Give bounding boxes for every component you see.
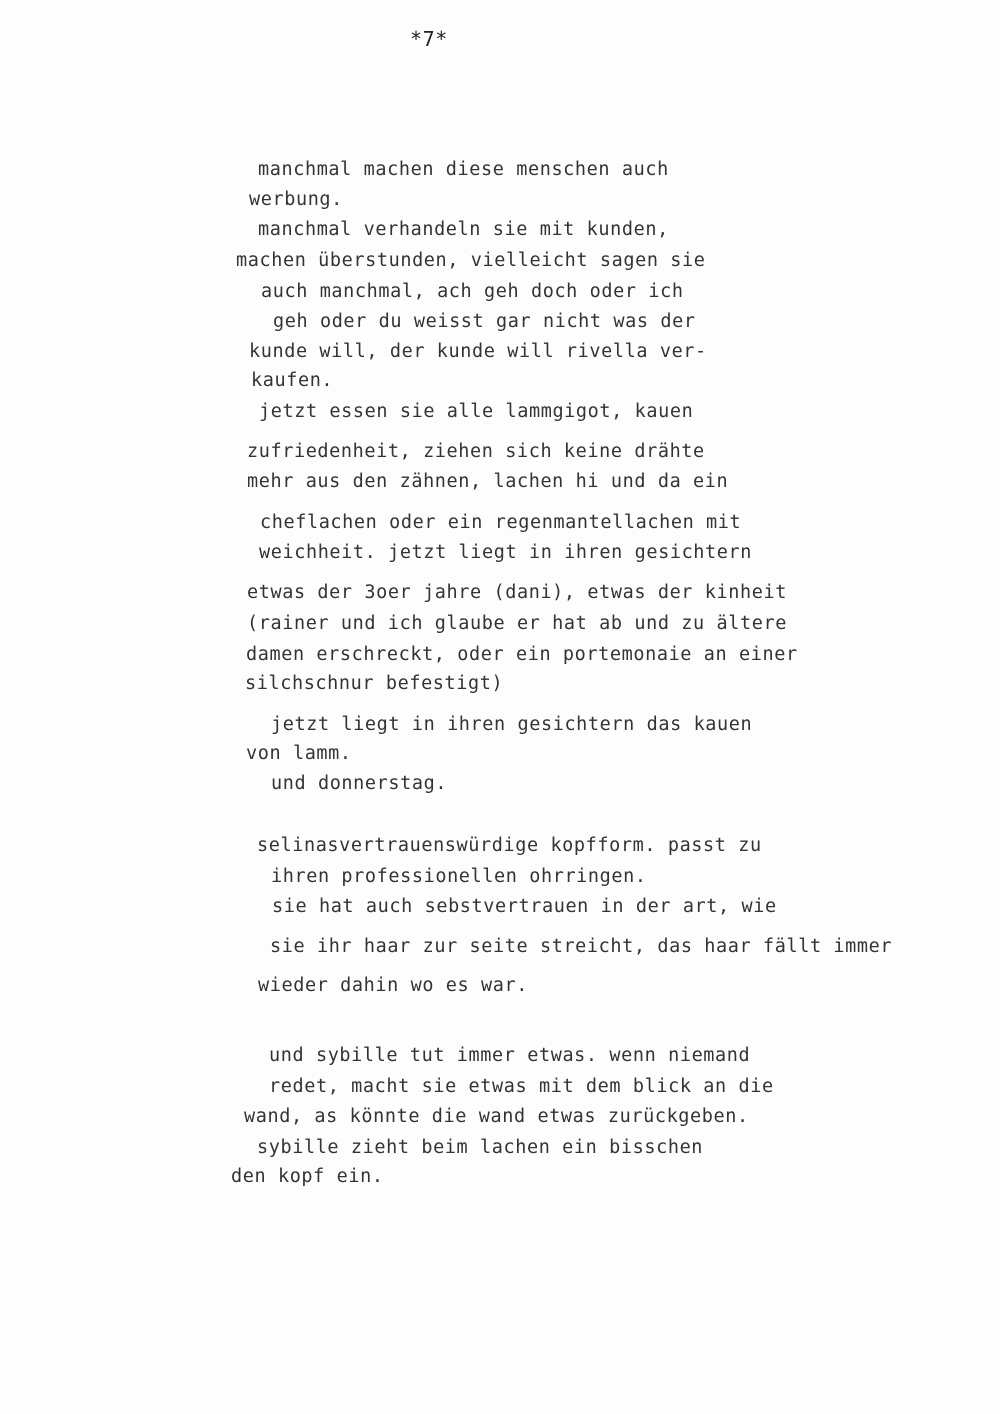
text-line: manchmal machen diese menschen auch (258, 159, 669, 180)
text-line: sie hat auch sebstvertrauen in der art, wie (272, 896, 777, 917)
text-line: kunde will, der kunde will rivella ver- (249, 341, 707, 362)
text-line: machen überstunden, vielleicht sagen sie (236, 250, 706, 271)
text-line: jetzt essen sie alle lammgigot, kauen (259, 401, 694, 422)
text-line: jetzt liegt in ihren gesichtern das kauen (271, 714, 753, 735)
text-line: und donnerstag. (271, 773, 448, 794)
text-line: damen erschreckt, oder ein portemonaie an einer (246, 644, 798, 665)
text-line: ihren professionellen ohrringen. (271, 866, 647, 887)
text-line: den kopf ein. (231, 1166, 384, 1187)
text-line: selinasvertrauenswürdige kopfform. passt zu (257, 835, 762, 856)
text-line: werbung. (249, 189, 343, 210)
text-line: (rainer und ich glaube er hat ab und zu ältere (247, 613, 787, 634)
text-line: auch manchmal, ach geh doch oder ich (261, 281, 684, 302)
text-line: silchschnur befestigt) (245, 673, 504, 694)
text-line: etwas der 3oer jahre (dani), etwas der kinheit (247, 582, 787, 603)
page-number: *7* (410, 27, 448, 51)
text-line: geh oder du weisst gar nicht was der (273, 311, 696, 332)
text-line: kaufen. (251, 370, 334, 391)
text-line: und sybille tut immer etwas. wenn niemand (269, 1045, 751, 1066)
text-line: sybille zieht beim lachen ein bisschen (257, 1137, 704, 1158)
text-line: zufriedenheit, ziehen sich keine drähte (247, 441, 705, 462)
text-line: weichheit. jetzt liegt in ihren gesichtern (259, 542, 752, 563)
text-line: mehr aus den zähnen, lachen hi und da ein (247, 471, 729, 492)
text-line: wand, as könnte die wand etwas zurückgeben. (244, 1106, 749, 1127)
text-line: von lamm. (246, 743, 352, 764)
text-line: manchmal verhandeln sie mit kunden, (258, 219, 669, 240)
text-line: cheflachen oder ein regenmantellachen mit (260, 512, 742, 533)
text-line: sie ihr haar zur seite streicht, das haar fällt immer (270, 936, 893, 957)
text-line: redet, macht sie etwas mit dem blick an die (269, 1076, 774, 1097)
text-line: wieder dahin wo es war. (258, 975, 528, 996)
